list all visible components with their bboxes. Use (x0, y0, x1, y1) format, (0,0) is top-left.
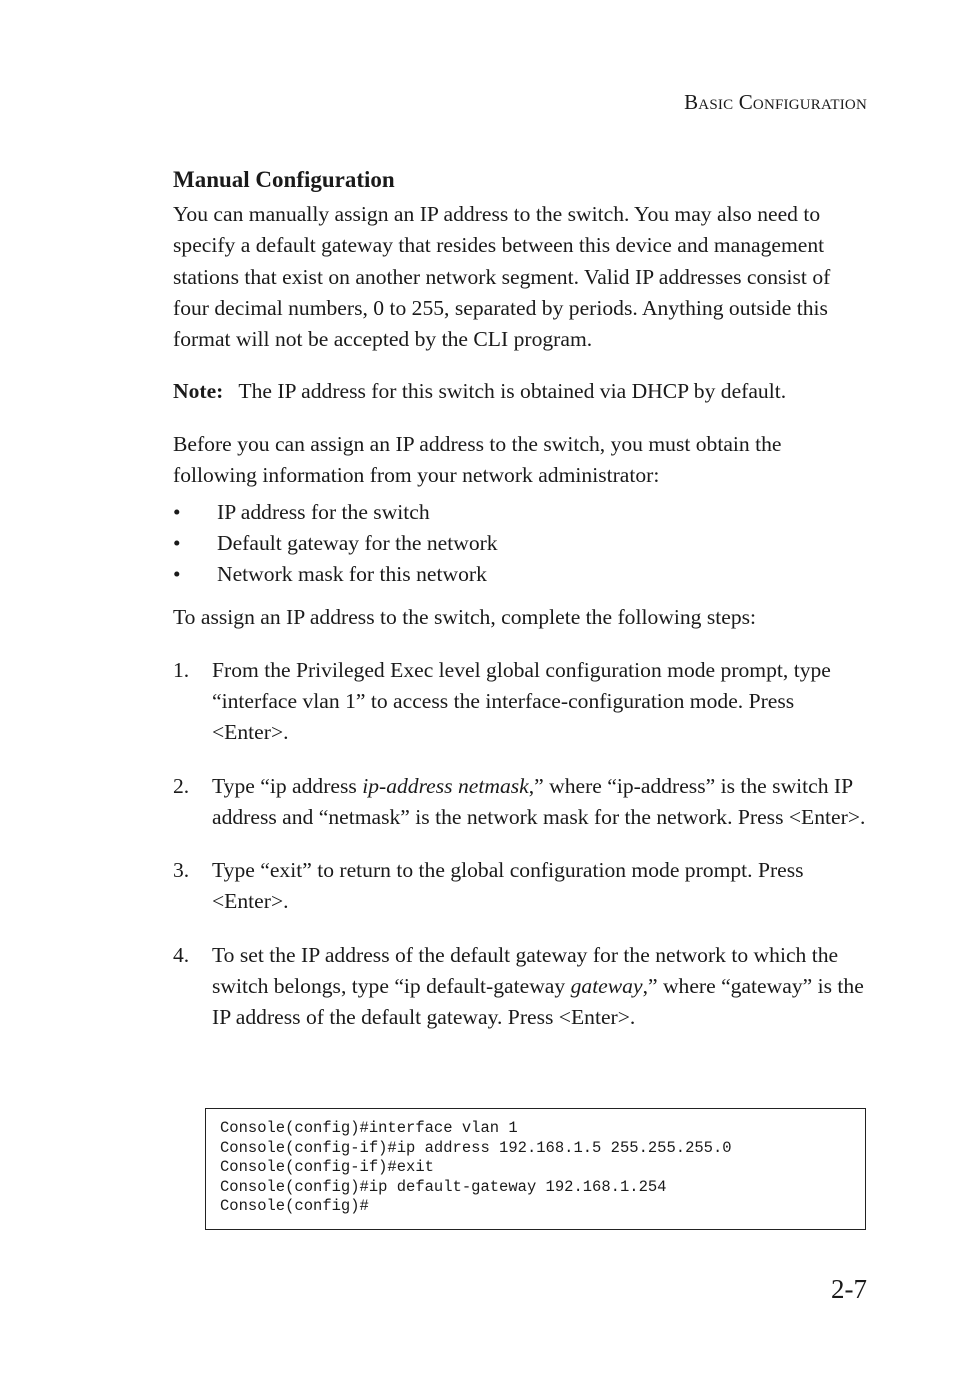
step-emphasis: gateway (570, 974, 643, 999)
steps-list (173, 655, 867, 1034)
section-title: Manual Configuration (173, 167, 395, 192)
step-number: 4. (173, 942, 190, 967)
step-text: ,” where “gateway” is the IP address of the default gateway. Press <Enter>. (212, 974, 864, 1030)
intro-paragraph: You can manually assign an IP address to the switch. You may also need to specify a default gateway that resides between this device and management stations that exist on another network segment. Valid IP addresses consist of four decimal numbers, 0 to 255, separated by periods. Anything outside this format will not be accepted by the CLI program. (173, 202, 831, 352)
list-item (173, 497, 867, 528)
list-item (173, 528, 867, 559)
code-block (205, 1108, 866, 1230)
steps-intro: To assign an IP address to the switch, complete the following steps: (173, 605, 757, 630)
main-content (173, 167, 867, 1056)
code-line: Console(config-if)#exit (220, 1158, 434, 1177)
list-item-text: IP address for the switch (217, 500, 430, 525)
note-label: Note: (173, 379, 224, 404)
running-header: Basic Configuration (684, 90, 867, 114)
before-paragraph: Before you can assign an IP address to the switch, you must obtain the following information from your network administrator: (173, 431, 782, 488)
requirements-list (173, 497, 867, 590)
bullet-icon: • (173, 531, 181, 556)
step-item (173, 655, 867, 749)
code-line: Console(config)#ip default-gateway 192.168.1.254 (220, 1177, 667, 1196)
step-item (173, 855, 867, 918)
page-number: 2-7 (831, 1274, 867, 1304)
step-text: ,” where “ip-address” is the switch IP address and “netmask” is the network mask for the network. Press <Enter>. (212, 773, 866, 829)
note-text: The IP address for this switch is obtained via DHCP by default. (238, 379, 787, 404)
bullet-icon: • (173, 500, 181, 525)
list-item (173, 559, 867, 590)
step-emphasis: ip-address netmask (362, 773, 529, 798)
step-item (173, 940, 867, 1034)
step-text: From the Privileged Exec level global configuration mode prompt, type “interface vlan 1” to access the interface-configuration mode. Press <Enter>. (212, 657, 831, 745)
step-number: 3. (173, 858, 190, 883)
code-line: Console(config)# (220, 1197, 369, 1216)
list-item-text: Default gateway for the network (217, 531, 498, 556)
code-line: Console(config)#interface vlan 1 (220, 1119, 518, 1137)
note (173, 376, 867, 407)
step-number: 1. (173, 657, 190, 682)
step-item (173, 771, 867, 834)
code-line: Console(config-if)#ip address 192.168.1.5 255.255.255.0 (220, 1138, 732, 1157)
step-text: To set the IP address of the default gateway for the network to which the switch belongs, type “ip default-gateway (212, 942, 839, 999)
step-text: Type “ip address (212, 773, 363, 798)
bullet-icon: • (173, 562, 181, 587)
step-text: Type “exit” to return to the global configuration mode prompt. Press <Enter>. (212, 858, 804, 914)
list-item-text: Network mask for this network (217, 562, 487, 587)
step-number: 2. (173, 773, 190, 798)
